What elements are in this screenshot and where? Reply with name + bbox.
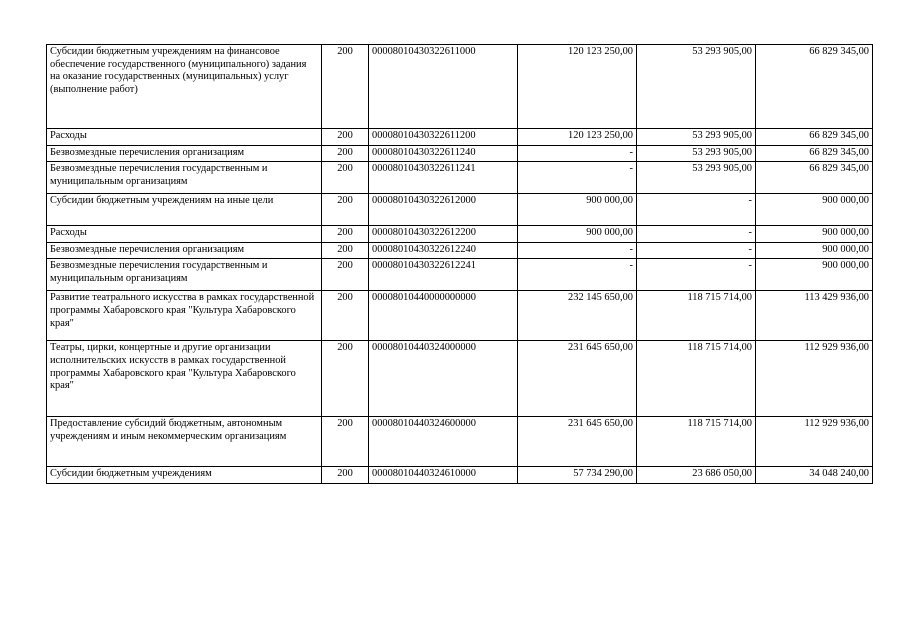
row-value-2-cell: - xyxy=(637,242,756,259)
row-value-3-cell: 900 000,00 xyxy=(756,194,873,226)
row-classification-code-cell: 00008010430322611241 xyxy=(369,162,518,194)
row-value-2-cell: 23 686 050,00 xyxy=(637,467,756,484)
row-code-cell: 200 xyxy=(322,162,369,194)
row-code-cell: 200 xyxy=(322,194,369,226)
row-value-3-cell: 66 829 345,00 xyxy=(756,45,873,129)
row-code-cell: 200 xyxy=(322,259,369,291)
row-value-3-cell: 66 829 345,00 xyxy=(756,145,873,162)
row-value-1-cell: 231 645 650,00 xyxy=(518,417,637,467)
row-value-2-cell: 53 293 905,00 xyxy=(637,129,756,146)
table-row xyxy=(47,129,873,146)
row-classification-code-cell: 00008010430322612241 xyxy=(369,259,518,291)
table-row xyxy=(47,145,873,162)
table-row xyxy=(47,194,873,226)
row-value-3-cell: 113 429 936,00 xyxy=(756,291,873,341)
table-row xyxy=(47,341,873,417)
row-name-cell: Субсидии бюджетным учреждениям xyxy=(47,467,322,484)
row-classification-code-cell: 00008010430322612000 xyxy=(369,194,518,226)
row-value-1-cell: 57 734 290,00 xyxy=(518,467,637,484)
row-value-1-cell: 231 645 650,00 xyxy=(518,341,637,417)
table-row xyxy=(47,259,873,291)
row-value-1-cell: - xyxy=(518,162,637,194)
row-classification-code-cell: 00008010440324600000 xyxy=(369,417,518,467)
row-value-3-cell: 900 000,00 xyxy=(756,242,873,259)
row-name-cell: Безвозмездные перечисления государственным и муниципальным организациям xyxy=(47,162,322,194)
row-value-3-cell: 112 929 936,00 xyxy=(756,341,873,417)
row-name-cell: Безвозмездные перечисления организациям xyxy=(47,145,322,162)
table-row xyxy=(47,162,873,194)
row-value-3-cell: 66 829 345,00 xyxy=(756,162,873,194)
budget-table xyxy=(46,44,873,484)
row-classification-code-cell: 00008010430322612240 xyxy=(369,242,518,259)
row-value-1-cell: 900 000,00 xyxy=(518,226,637,243)
row-value-2-cell: 53 293 905,00 xyxy=(637,162,756,194)
row-classification-code-cell: 00008010430322611200 xyxy=(369,129,518,146)
row-code-cell: 200 xyxy=(322,417,369,467)
row-value-3-cell: 66 829 345,00 xyxy=(756,129,873,146)
row-value-2-cell: 53 293 905,00 xyxy=(637,45,756,129)
row-name-cell: Безвозмездные перечисления государственным и муниципальным организациям xyxy=(47,259,322,291)
row-classification-code-cell: 00008010430322611240 xyxy=(369,145,518,162)
row-value-2-cell: 53 293 905,00 xyxy=(637,145,756,162)
table-row xyxy=(47,467,873,484)
table-row xyxy=(47,226,873,243)
row-classification-code-cell: 00008010440324000000 xyxy=(369,341,518,417)
row-name-cell: Субсидии бюджетным учреждениям на финансовое обеспечение государственного (муниципального) задания на оказание государственных (муниципальных) услуг (выполнение работ) xyxy=(47,45,322,129)
row-code-cell: 200 xyxy=(322,242,369,259)
row-code-cell: 200 xyxy=(322,129,369,146)
row-value-3-cell: 112 929 936,00 xyxy=(756,417,873,467)
row-value-1-cell: 900 000,00 xyxy=(518,194,637,226)
row-code-cell: 200 xyxy=(322,467,369,484)
row-value-1-cell: 120 123 250,00 xyxy=(518,45,637,129)
row-value-2-cell: 118 715 714,00 xyxy=(637,291,756,341)
row-name-cell: Расходы xyxy=(47,226,322,243)
row-value-2-cell: - xyxy=(637,226,756,243)
row-name-cell: Развитие театрального искусства в рамках государственной программы Хабаровского края "Культура Хабаровского края" xyxy=(47,291,322,341)
row-classification-code-cell: 00008010440324610000 xyxy=(369,467,518,484)
row-value-2-cell: - xyxy=(637,259,756,291)
row-code-cell: 200 xyxy=(322,145,369,162)
row-name-cell: Предоставление субсидий бюджетным, автономным учреждениям и иным некоммерческим организациям xyxy=(47,417,322,467)
row-name-cell: Театры, цирки, концертные и другие организации исполнительских искусств в рамках государственной программы Хабаровского края "Культура Хабаровского края" xyxy=(47,341,322,417)
row-code-cell: 200 xyxy=(322,226,369,243)
row-value-2-cell: 118 715 714,00 xyxy=(637,417,756,467)
table-row xyxy=(47,417,873,467)
row-name-cell: Расходы xyxy=(47,129,322,146)
row-name-cell: Субсидии бюджетным учреждениям на иные цели xyxy=(47,194,322,226)
row-value-2-cell: 118 715 714,00 xyxy=(637,341,756,417)
row-name-cell: Безвозмездные перечисления организациям xyxy=(47,242,322,259)
table-row xyxy=(47,291,873,341)
row-value-3-cell: 900 000,00 xyxy=(756,259,873,291)
row-value-1-cell: 232 145 650,00 xyxy=(518,291,637,341)
row-value-1-cell: 120 123 250,00 xyxy=(518,129,637,146)
row-code-cell: 200 xyxy=(322,291,369,341)
budget-table-body xyxy=(47,45,873,484)
row-value-2-cell: - xyxy=(637,194,756,226)
table-row xyxy=(47,45,873,129)
row-code-cell: 200 xyxy=(322,341,369,417)
row-classification-code-cell: 00008010430322611000 xyxy=(369,45,518,129)
row-classification-code-cell: 00008010440000000000 xyxy=(369,291,518,341)
row-value-1-cell: - xyxy=(518,145,637,162)
row-value-1-cell: - xyxy=(518,242,637,259)
row-value-1-cell: - xyxy=(518,259,637,291)
row-classification-code-cell: 00008010430322612200 xyxy=(369,226,518,243)
row-code-cell: 200 xyxy=(322,45,369,129)
table-row xyxy=(47,242,873,259)
row-value-3-cell: 900 000,00 xyxy=(756,226,873,243)
row-value-3-cell: 34 048 240,00 xyxy=(756,467,873,484)
